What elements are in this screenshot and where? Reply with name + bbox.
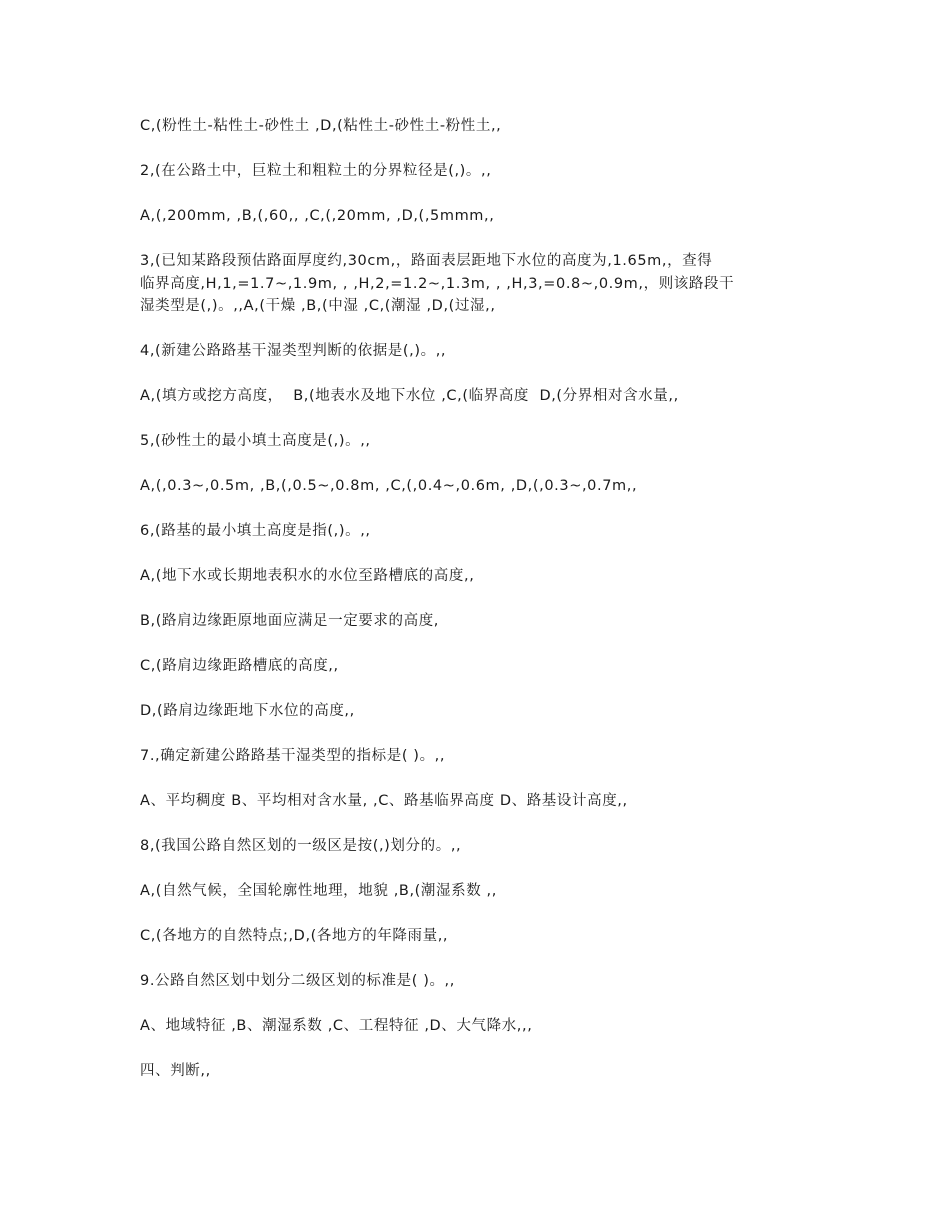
document-body [140, 115, 815, 1083]
question-5: 5,(砂性土的最小填土高度是(,)。,, [140, 433, 371, 449]
question-4: 4,(新建公路路基干湿类型判断的依据是(,)。,, [140, 343, 447, 359]
question-3-line-2: 临界高度,H,1,=1.7~,1.9m, , ,H,2,=1.2~,1.3m, , ,H,3,=0.8~,0.9m,，则该路段干 [140, 275, 735, 292]
options-8-cd: C,(各地方的自然特点;,D,(各地方的年降雨量,, [140, 928, 449, 944]
options-9: A、地域特征 ,B、潮湿系数 ,C、工程特征 ,D、大气降水,,, [140, 1018, 533, 1034]
question-3-line-3: 湿类型是(,)。,,A,(干燥 ,B,(中湿 ,C,(潮湿 ,D,(过湿,, [140, 298, 496, 314]
options-8-ab: A,(自然气候，全国轮廓性地理，地貌 ,B,(潮湿系数 ,, [140, 883, 497, 899]
question-7: 7.,确定新建公路路基干湿类型的指标是( )。,, [140, 748, 446, 764]
option-6d: D,(路肩边缘距地下水位的高度,, [140, 703, 355, 719]
options-2: A,(,200mm, ,B,(,60,, ,C,(,20mm, ,D,(,5mmm,, [140, 208, 495, 224]
question-3-line-1: 3,(已知某路段预估路面厚度约,30cm,，路面表层距地下水位的高度为,1.65m,，查得 [140, 253, 713, 269]
option-6a: A,(地下水或长期地表积水的水位至路槽底的高度,, [140, 568, 475, 584]
question-9: 9.公路自然区划中划分二级区划的标准是( )。,, [140, 973, 455, 989]
text-line: C,(粉性土-粘性土-砂性土 ,D,(粘性土-砂性土-粉性土,, [140, 118, 502, 134]
option-6b: B,(路肩边缘距原地面应满足一定要求的高度, [140, 613, 440, 629]
options-5: A,(,0.3~,0.5m, ,B,(,0.5~,0.8m, ,C,(,0.4~,0.6m, ,D,(,0.3~,0.7m,, [140, 478, 638, 494]
question-6: 6,(路基的最小填土高度是指(,)。,, [140, 523, 371, 539]
option-6c: C,(路肩边缘距路槽底的高度,, [140, 658, 339, 674]
options-7: A、平均稠度 B、平均相对含水量, ,C、路基临界高度 D、路基设计高度,, [140, 793, 628, 809]
section-heading: 四、判断,, [140, 1063, 211, 1079]
question-8: 8,(我国公路自然区划的一级区是按(,)划分的。,, [140, 838, 462, 854]
options-4: A,(填方或挖方高度， B,(地表水及地下水位 ,C,(临界高度 D,(分界相对含水量,, [140, 388, 679, 404]
question-2: 2,(在公路土中，巨粒土和粗粒土的分界粒径是(,)。,, [140, 163, 492, 179]
